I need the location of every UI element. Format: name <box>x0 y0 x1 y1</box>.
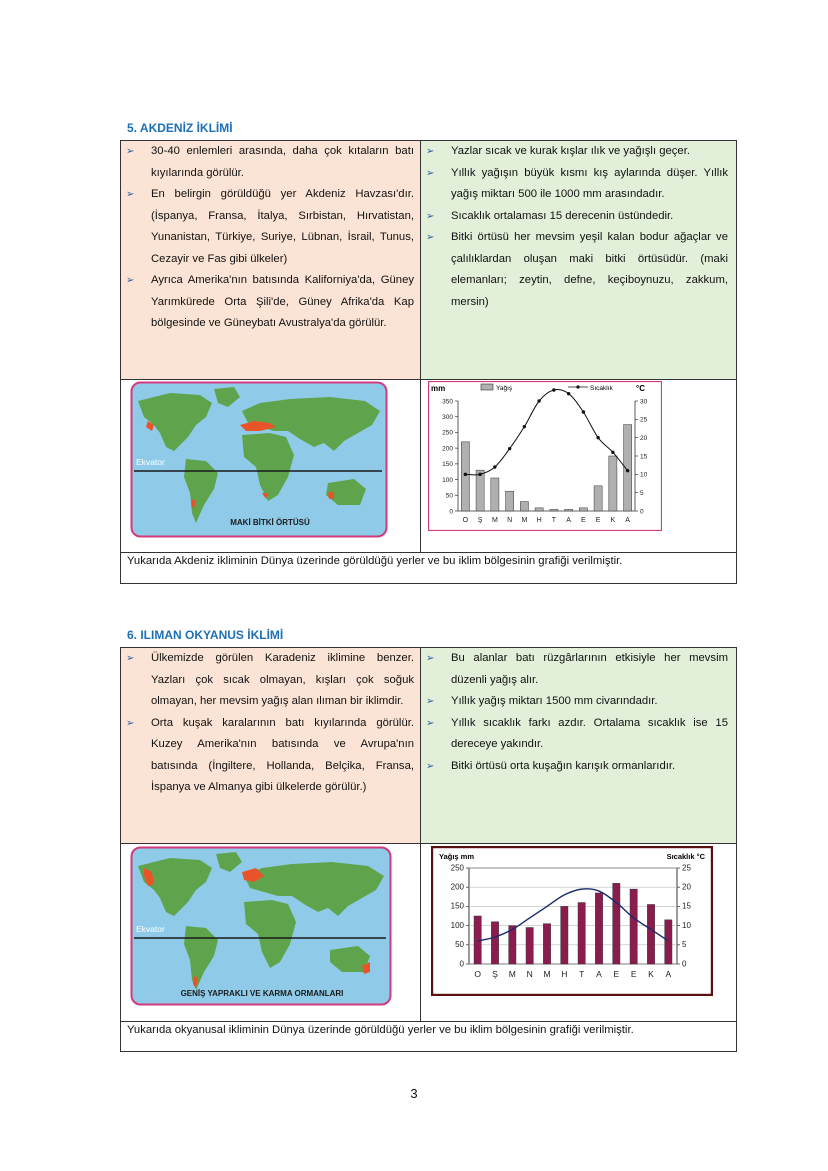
temperature-point <box>537 399 540 402</box>
arrow-bullet-icon: ➢ <box>426 653 435 664</box>
rain-bar <box>630 889 637 964</box>
section5-table <box>120 140 737 584</box>
month-label: K <box>648 969 654 979</box>
list-item: ➢ Ayrıca Amerika'nın batısında Kaliforniya'da, Güney Yarımkürede Orta Şili'de, Güney Afrika'da Kap bölgesinde ve Güneybatı Avustralya'da görülür. <box>121 270 414 335</box>
section6-left-list <box>121 648 414 799</box>
oceanic-world-map <box>130 846 392 1006</box>
month-label: O <box>462 517 469 524</box>
month-label: N <box>507 517 513 524</box>
month-label: Ş <box>492 969 498 979</box>
arrow-bullet-icon: ➢ <box>426 232 435 243</box>
rain-bar <box>579 508 587 511</box>
temperature-point <box>552 388 555 391</box>
month-label: E <box>581 517 586 524</box>
list-item: ➢ Ülkemizde görülen Karadeniz iklimine benzer. Yazları çok sıcak olmayan, kışları çok soğuk olmayan, her mevsim yağış alan ılıman bir iklimdir. <box>121 648 414 713</box>
left-tick-label: 100 <box>450 920 464 930</box>
legend-temp-label: Sıcaklık <box>590 385 613 392</box>
section5-right-cell <box>421 141 736 379</box>
month-label: N <box>526 969 533 979</box>
section5-left-list <box>121 141 414 335</box>
chart-right-unit: °C <box>636 384 645 393</box>
month-label: H <box>561 969 568 979</box>
month-label: H <box>536 517 542 524</box>
section6-left-cell <box>121 648 420 843</box>
list-item: ➢ En belirgin görüldüğü yer Akdeniz Havzası'dır. (İspanya, Fransa, İtalya, Sırbistan, Hırvatistan, Yunanistan, Türkiye, Suriye, Lübnan, İsrail, Tunus, Cezayir ve Fas gibi ülkeler) <box>121 184 414 270</box>
arrow-bullet-icon: ➢ <box>426 760 435 772</box>
mediterranean-climate-chart <box>428 381 662 531</box>
list-item: ➢ Yıllık yağış miktarı 1500 mm civarındadır. <box>421 691 728 713</box>
rain-bar <box>543 924 550 964</box>
temperature-point <box>478 473 481 476</box>
section5-title: 5. AKDENİZ İKLİMİ <box>127 121 233 135</box>
month-label: A <box>625 517 630 524</box>
right-tick-label: 0 <box>640 508 644 516</box>
rain-bar <box>476 470 484 511</box>
month-label: E <box>630 969 637 979</box>
temperature-point <box>523 425 526 428</box>
rain-bar <box>526 928 533 964</box>
arrow-bullet-icon: ➢ <box>426 167 435 179</box>
left-tick-label: 0 <box>459 959 464 969</box>
list-item: ➢ Bitki örtüsü orta kuşağın karışık ormanlarıdır. <box>421 756 728 778</box>
equator-label: Ekvator <box>136 924 165 934</box>
right-tick-label: 0 <box>682 959 687 969</box>
legend-bar-swatch <box>481 384 493 390</box>
month-label: A <box>665 969 672 979</box>
map-caption: GENİŞ YAPRAKLI VE KARMA ORMANLARI <box>180 989 344 998</box>
temperature-point <box>626 469 629 472</box>
chart-left-unit: Yağış mm <box>439 852 475 861</box>
left-tick-label: 150 <box>442 461 453 469</box>
rain-bar <box>491 478 499 511</box>
right-tick-label: 5 <box>640 489 644 497</box>
rain-bar <box>665 920 672 964</box>
left-tick-label: 50 <box>455 940 464 950</box>
mediterranean-world-map <box>130 381 388 538</box>
list-item: ➢ Bitki örtüsü her mevsim yeşil kalan bodur ağaçlar ve çalılıklardan oluşan maki bitki örtüsüdür. (maki elemanları; zeytin, defne, keçiboynuzu, zakkum, mersin) <box>421 227 728 313</box>
right-tick-label: 10 <box>640 471 648 479</box>
left-tick-label: 0 <box>449 508 453 516</box>
page-number: 3 <box>410 1086 418 1101</box>
month-label: A <box>596 969 602 979</box>
month-label: E <box>595 517 601 524</box>
list-item: ➢ Yıllık yağışın büyük kısmı kış aylarında düşer. Yıllık yağış miktarı 500 ile 1000 mm arasındadır. <box>421 163 728 206</box>
section6-right-cell <box>421 648 736 843</box>
section6-title: 6. ILIMAN OKYANUS İKLİMİ <box>127 628 284 642</box>
rain-bar <box>535 508 543 511</box>
arrow-bullet-icon: ➢ <box>426 146 435 157</box>
arrow-bullet-icon: ➢ <box>126 146 135 157</box>
list-item: ➢ Yazlar sıcak ve kurak kışlar ılık ve yağışlı geçer. <box>421 141 728 163</box>
list-item: ➢ Bu alanlar batı rüzgârlarının etkisiyle her mevsim düzenli yağış alır. <box>421 648 728 691</box>
month-label: M <box>521 517 528 524</box>
section6-right-list <box>421 648 728 777</box>
temperature-point <box>596 436 599 439</box>
rain-bar <box>594 486 602 511</box>
rain-bar <box>565 509 573 511</box>
rain-bar <box>461 442 469 511</box>
rain-bar <box>613 883 620 964</box>
left-tick-label: 250 <box>442 429 453 437</box>
arrow-bullet-icon: ➢ <box>426 717 435 729</box>
temperature-point <box>464 473 467 476</box>
list-item: ➢ 30-40 enlemleri arasında, daha çok kıtaların batı kıyılarında görülür. <box>121 141 414 184</box>
arrow-bullet-icon: ➢ <box>426 210 435 222</box>
month-label: T <box>551 517 557 524</box>
legend-line-dot <box>576 385 579 388</box>
rain-bar <box>550 509 558 511</box>
left-tick-label: 50 <box>445 492 453 500</box>
right-tick-label: 30 <box>640 398 648 406</box>
section5-caption: Yukarıda Akdeniz ikliminin Dünya üzerinde görüldüğü yerler ve bu iklim bölgesinin grafiği verilmiştir. <box>127 555 623 567</box>
list-item: ➢ Yıllık sıcaklık farkı azdır. Ortalama sıcaklık ise 15 dereceye yakındır. <box>421 713 728 756</box>
right-tick-label: 5 <box>682 940 687 950</box>
month-label: T <box>579 969 585 979</box>
arrow-bullet-icon: ➢ <box>126 653 135 664</box>
rain-bar <box>561 906 568 964</box>
list-item: ➢ Orta kuşak karalarının batı kıyılarında görülür. Kuzey Amerika'nın batısında ve Avrupa'nın batısında (İngiltere, Hollanda, Belçika, Fransa, İspanya ve Almanya gibi ülkelerde görülür.) <box>121 713 414 799</box>
temperature-point <box>611 451 614 454</box>
section5-right-list <box>421 141 728 313</box>
rain-bar <box>647 904 654 964</box>
left-tick-label: 150 <box>450 901 464 911</box>
right-tick-label: 10 <box>682 920 691 930</box>
rain-bar <box>595 893 602 964</box>
chart-left-unit: mm <box>431 384 446 393</box>
section6-table <box>120 647 737 1052</box>
left-tick-label: 100 <box>442 476 453 484</box>
legend-rain-label: Yağış <box>496 385 513 392</box>
right-tick-label: 25 <box>682 863 691 873</box>
arrow-bullet-icon: ➢ <box>126 189 135 200</box>
temperature-point <box>582 410 585 413</box>
month-label: M <box>543 969 551 979</box>
rain-bar <box>578 903 585 964</box>
right-tick-label: 25 <box>640 416 648 424</box>
section5-left-cell <box>121 141 420 379</box>
equator-label: Ekvator <box>136 457 165 467</box>
left-tick-label: 200 <box>442 445 453 453</box>
rain-bar <box>506 491 514 511</box>
left-tick-label: 350 <box>442 398 453 406</box>
temperature-point <box>508 447 511 450</box>
oceanic-climate-chart <box>431 846 713 996</box>
rain-bar <box>609 456 617 511</box>
list-item: ➢ Sıcaklık ortalaması 15 derecenin üstündedir. <box>421 206 728 228</box>
section6-caption: Yukarıda okyanusal ikliminin Dünya üzerinde görüldüğü yerler ve bu iklim bölgesinin grafiği verilmiştir. <box>127 1024 634 1036</box>
right-tick-label: 20 <box>640 434 648 442</box>
right-tick-label: 15 <box>682 901 691 911</box>
rain-bar <box>520 502 528 511</box>
left-tick-label: 250 <box>450 863 464 873</box>
rain-bar <box>491 922 498 964</box>
month-label: A <box>566 517 571 524</box>
left-tick-label: 300 <box>442 414 453 422</box>
right-tick-label: 15 <box>640 453 648 461</box>
month-label: K <box>610 517 616 524</box>
chart-right-unit: Sıcaklık °C <box>666 852 705 861</box>
temperature-point <box>493 465 496 468</box>
left-tick-label: 200 <box>450 882 464 892</box>
month-label: O <box>474 969 481 979</box>
month-label: E <box>613 969 620 979</box>
arrow-bullet-icon: ➢ <box>126 275 135 286</box>
temperature-point <box>567 392 570 395</box>
arrow-bullet-icon: ➢ <box>426 696 435 707</box>
arrow-bullet-icon: ➢ <box>126 717 135 729</box>
map-caption: MAKİ BİTKİ ÖRTÜSÜ <box>230 518 310 527</box>
month-label: M <box>491 517 498 524</box>
month-label: M <box>508 969 516 979</box>
right-tick-label: 20 <box>682 882 691 892</box>
month-label: Ş <box>477 517 483 524</box>
